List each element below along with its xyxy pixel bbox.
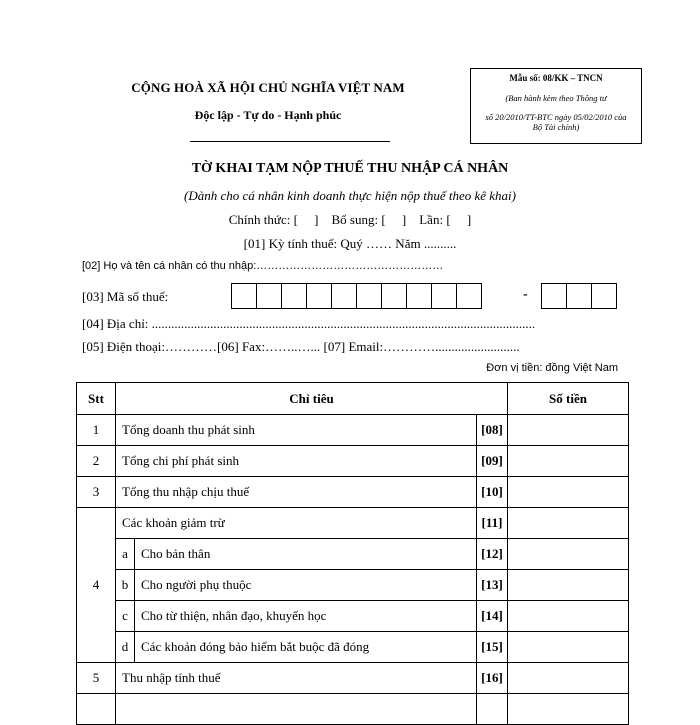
motto-underline xyxy=(190,141,390,142)
amount-cell[interactable] xyxy=(508,663,629,694)
row-item: Tổng doanh thu phát sinh xyxy=(116,415,477,446)
row-stt: 1 xyxy=(77,415,116,446)
tax-code-branch-digit[interactable] xyxy=(541,283,567,309)
tax-code-boxes[interactable] xyxy=(232,283,482,309)
subrow-letter: a xyxy=(116,539,135,570)
table-row xyxy=(77,446,629,477)
declaration-status-line[interactable]: Chính thức: [ ] Bổ sung: [ ] Lần: [ ] xyxy=(228,212,472,227)
amount-cell[interactable] xyxy=(508,477,629,508)
form-issue-line1: (Ban hành kèm theo Thông tư xyxy=(505,93,607,103)
form-issue-line3: Bộ Tài chính) xyxy=(532,122,580,132)
tax-code-digit[interactable] xyxy=(406,283,432,309)
row-item: Thu nhập tính thuế xyxy=(116,663,477,694)
tax-code-separator: - xyxy=(523,287,528,302)
row-code: [13] xyxy=(477,570,508,601)
tax-code-digit[interactable] xyxy=(431,283,457,309)
form-subtitle: (Dành cho cá nhân kinh doanh thực hiện nộp thuế theo kê khai) xyxy=(183,188,516,203)
country-name: CỘNG HOÀ XÃ HỘI CHỦ NGHĨA VIỆT NAM xyxy=(131,80,405,95)
header-block xyxy=(118,80,418,123)
tax-code-digit[interactable] xyxy=(281,283,307,309)
subrow-item: Cho người phụ thuộc xyxy=(135,570,477,601)
contact-fields[interactable]: [05] Điện thoại:…………[06] Fax:……..…... [07] Email:………….......................... xyxy=(82,339,520,354)
tax-code-digit[interactable] xyxy=(456,283,482,309)
tax-code-digit[interactable] xyxy=(306,283,332,309)
row-stt: 5 xyxy=(77,663,116,694)
table-header-row xyxy=(77,383,629,415)
amount-cell[interactable] xyxy=(508,446,629,477)
header-amount: Số tiền xyxy=(508,383,629,415)
subrow-item: Cho bản thân xyxy=(135,539,477,570)
tax-code-digit[interactable] xyxy=(381,283,407,309)
form-code-box xyxy=(470,68,642,144)
row-stt: 3 xyxy=(77,477,116,508)
declaration-table xyxy=(76,382,629,725)
form-issue-line2: số 20/2010/TT-BTC ngày 05/02/2010 của xyxy=(485,112,627,122)
row-stt: 4 xyxy=(77,508,116,663)
national-motto: Độc lập - Tự do - Hạnh phúc xyxy=(194,108,342,122)
table-subrow xyxy=(77,570,629,601)
tax-period-line[interactable]: [01] Kỳ tính thuế: Quý …… Năm .......... xyxy=(243,236,457,251)
row-code: [14] xyxy=(477,601,508,632)
amount-cell[interactable] xyxy=(508,632,629,663)
partial-cell xyxy=(77,694,116,725)
partial-cell xyxy=(116,694,477,725)
form-title: TỜ KHAI TẠM NỘP THUẾ THU NHẬP CÁ NHÂN xyxy=(191,161,509,176)
header-item: Chỉ tiêu xyxy=(116,383,508,415)
row-item: Các khoản giảm trừ xyxy=(116,508,477,539)
amount-cell[interactable] xyxy=(508,601,629,632)
table-subrow xyxy=(77,632,629,663)
subrow-letter: b xyxy=(116,570,135,601)
subrow-letter: d xyxy=(116,632,135,663)
amount-cell[interactable] xyxy=(508,694,629,725)
form-code: Mẫu số: 08/KK – TNCN xyxy=(509,73,603,83)
table-row xyxy=(77,663,629,694)
tax-code-branch-digit[interactable] xyxy=(566,283,592,309)
row-item: Tổng thu nhập chịu thuế xyxy=(116,477,477,508)
subrow-item: Cho từ thiện, nhân đạo, khuyến học xyxy=(135,601,477,632)
row-item: Tổng chi phí phát sinh xyxy=(116,446,477,477)
header-stt: Stt xyxy=(77,383,116,415)
row-code: [12] xyxy=(477,539,508,570)
table-subrow xyxy=(77,601,629,632)
address-field[interactable]: [04] Địa chỉ: ...................................................................................................................... xyxy=(82,316,536,331)
table-subrow xyxy=(77,539,629,570)
tax-code-digit[interactable] xyxy=(256,283,282,309)
amount-cell[interactable] xyxy=(508,570,629,601)
tax-code-digit[interactable] xyxy=(231,283,257,309)
tax-code-label: [03] Mã số thuế: xyxy=(82,289,169,304)
tax-code-digit[interactable] xyxy=(356,283,382,309)
taxpayer-name-field[interactable]: [02] Họ và tên cá nhân có thu nhập:…………………………………………… xyxy=(82,260,444,272)
row-code: [10] xyxy=(477,477,508,508)
partial-cell xyxy=(477,694,508,725)
row-stt: 2 xyxy=(77,446,116,477)
table-row-partial xyxy=(77,694,629,725)
amount-cell[interactable] xyxy=(508,415,629,446)
row-code: [09] xyxy=(477,446,508,477)
tax-code-digit[interactable] xyxy=(331,283,357,309)
row-code: [11] xyxy=(477,508,508,539)
row-code: [15] xyxy=(477,632,508,663)
table-row xyxy=(77,477,629,508)
amount-cell[interactable] xyxy=(508,539,629,570)
subrow-item: Các khoản đóng bảo hiểm bắt buộc đã đóng xyxy=(135,632,477,663)
tax-code-branch-boxes[interactable] xyxy=(542,283,617,309)
currency-unit: Đơn vị tiền: đồng Việt Nam xyxy=(486,362,618,374)
tax-code-branch-digit[interactable] xyxy=(591,283,617,309)
row-code: [16] xyxy=(477,663,508,694)
amount-cell[interactable] xyxy=(508,508,629,539)
table-row xyxy=(77,415,629,446)
subrow-letter: c xyxy=(116,601,135,632)
row-code: [08] xyxy=(477,415,508,446)
table-row xyxy=(77,508,629,539)
